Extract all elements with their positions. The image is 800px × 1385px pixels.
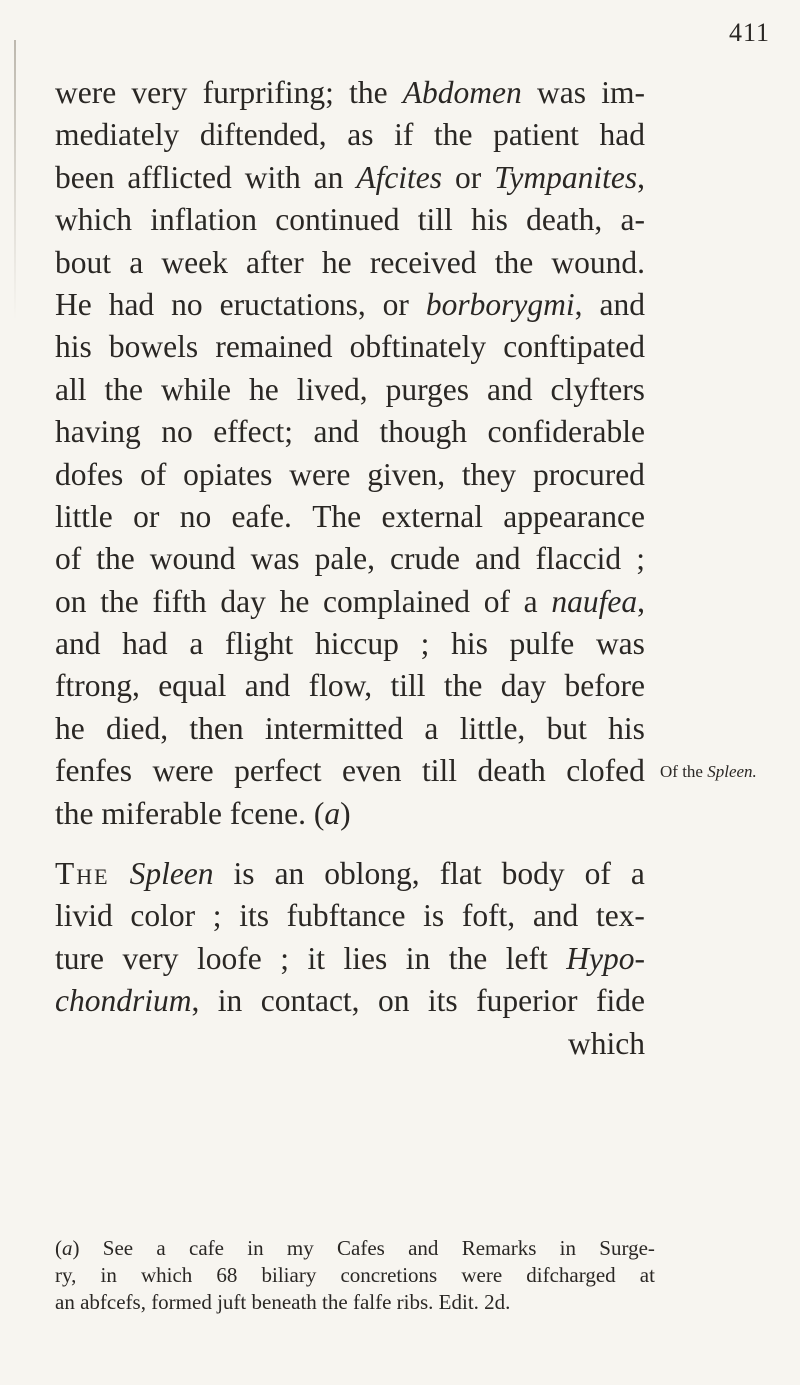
paragraph1-line: mediately diftended, as if the patient had — [55, 117, 645, 153]
paragraph1-line: which inflation continued till his death, a- — [55, 202, 645, 238]
paragraph1-line: were very furprifing; the Abdomen was im- — [55, 75, 645, 110]
margin-note-emphasis: Spleen. — [707, 762, 757, 781]
paragraph1-line: dofes of opiates were given, they procured — [55, 456, 645, 492]
margin-note-prefix: Of the — [660, 762, 703, 781]
paragraph-wound-symptoms — [55, 72, 645, 835]
paragraph1-line: little or no eafe. The external appearance — [55, 498, 645, 534]
paragraph1-line: and had a flight hiccup ; his pulfe was — [55, 626, 645, 662]
paragraph1-line: fenfes were perfect even till death clofed — [55, 753, 645, 789]
paragraph1-line: been afflicted with an Afcites or Tympanites, — [55, 159, 645, 195]
paragraph2-line: The Spleen is an oblong, flat body of a — [55, 856, 645, 892]
paragraph1-line: he died, then intermitted a little, but his — [55, 710, 645, 746]
catchword: which — [568, 1025, 645, 1061]
paragraph1-line: all the while he lived, purges and clyfters — [55, 371, 645, 407]
footnote-line: an abfcefs, formed juft beneath the falfe ribs. Edit. 2d. — [55, 1290, 511, 1314]
footnote — [55, 1235, 655, 1316]
page-number: 411 — [728, 18, 770, 47]
paragraph1-line: bout a week after he received the wound. — [55, 244, 645, 280]
paragraph1-line: having no effect; and though confiderable — [55, 414, 645, 450]
paragraph2-line: chondrium, in contact, on its fuperior fide — [55, 983, 645, 1019]
paragraph1-line: on the fifth day he complained of a naufea, — [55, 583, 645, 619]
main-text — [55, 72, 645, 1065]
margin-note — [660, 762, 757, 782]
paragraph1-line: his bowels remained obftinately conftipated — [55, 329, 645, 365]
paragraph1-line: He had no eructations, or borborygmi, and — [55, 286, 645, 322]
paragraph-spleen-description — [55, 853, 645, 1023]
paragraph1-line: ftrong, equal and flow, till the day before — [55, 668, 645, 704]
footnote-line: (a) See a cafe in my Cafes and Remarks in Surge- — [55, 1236, 655, 1260]
paragraph1-line: of the wound was pale, crude and flaccid ; — [55, 541, 645, 577]
paragraph1-line: the miferable fcene. (a) — [55, 795, 351, 831]
paragraph2-line: livid color ; its fubftance is foft, and tex- — [55, 898, 645, 934]
page-edge-shadow — [14, 40, 16, 320]
paragraph2-line: ture very loofe ; it lies in the left Hypo- — [55, 940, 645, 976]
footnote-line: ry, in which 68 biliary concretions were difcharged at — [55, 1263, 655, 1287]
